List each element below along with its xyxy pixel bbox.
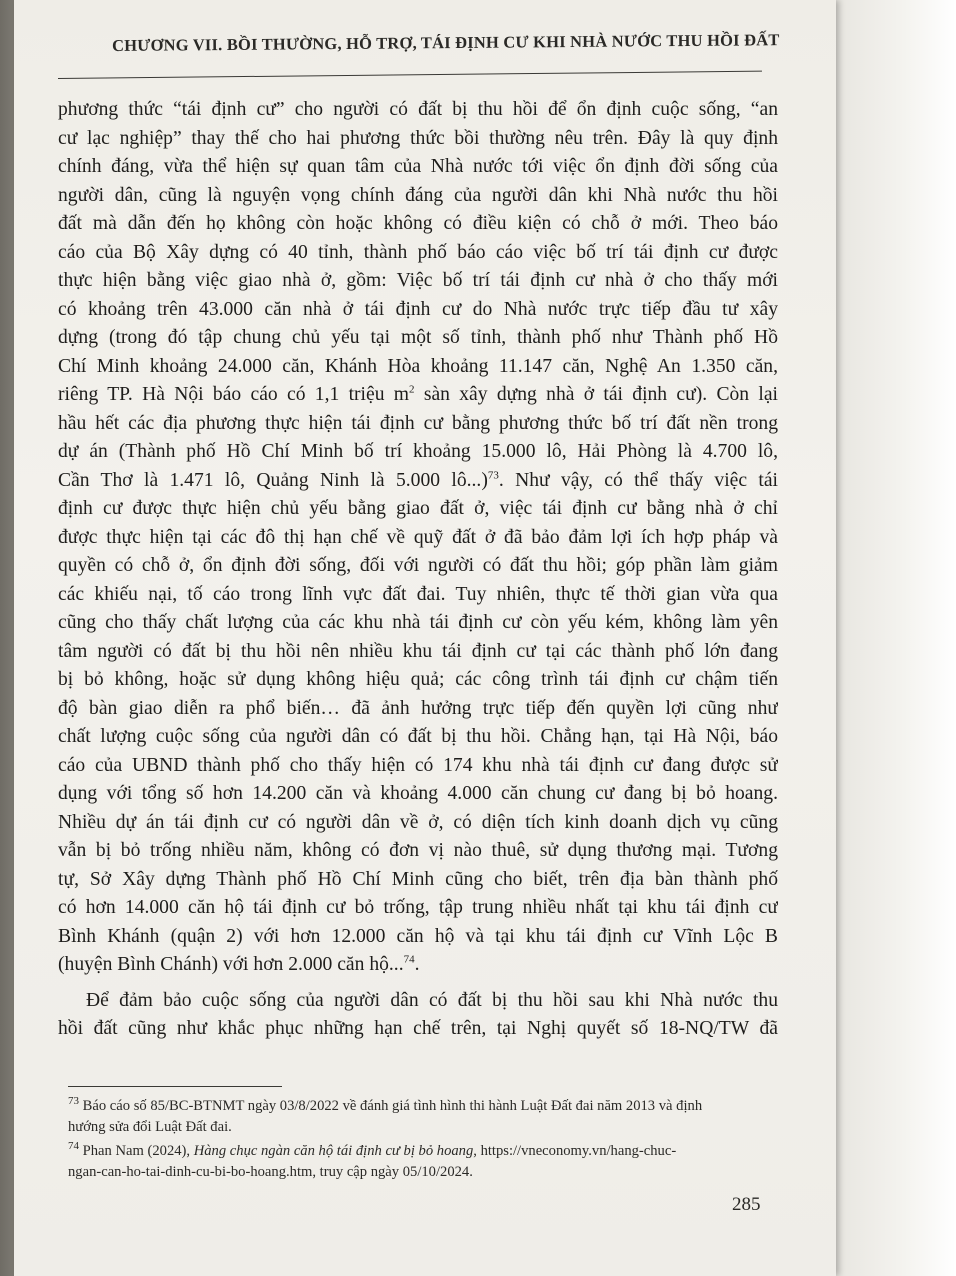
text-line: định cư được thực hiện chủ yếu bằng giao đất ở, việc tái định cư bằng nhà ở chỉ [58, 498, 778, 519]
text-line: Cần Thơ là 1.471 lô, Quảng Ninh là 5.000 lô...)$^{73}$. Như vậy, có thể thấy việc tái [58, 468, 778, 491]
text-line: phương thức “tái định cư” cho người có đất bị thu hồi để ổn định cuộc sống, “an [58, 99, 778, 120]
text-line: tự, Sở Xây dựng Thành phố Hồ Chí Minh cũng cho biết, trên địa bàn thành phố [58, 868, 778, 890]
text-line: chính đáng, vừa thể hiện sự quan tâm của Nhà nước tới việc ổn định đời sống của [58, 156, 778, 177]
chapter-header: CHƯƠNG VII. BỒI THƯỜNG, HỖ TRỢ, TÁI ĐỊNH CƯ KHI NHÀ NƯỚC THU HỒI ĐẤT [112, 30, 780, 55]
text-line: độ bàn giao diễn ra phổ biến… đã ảnh hưởng trực tiếp đến quyền lợi cũng như [58, 697, 778, 719]
text-line: bị bỏ không, hoặc sử dụng không hiệu quả; các công trình tái định cư chậm tiến [58, 669, 778, 690]
text-line: có hơn 14.000 căn hộ tái định cư bỏ trống, tập trung nhiều nhất tại khu tái định cư [58, 897, 778, 918]
text-line: có khoảng trên 43.000 căn nhà ở tái định cư do Nhà nước trực tiếp đầu tư xây [58, 298, 778, 320]
footnote-73: $^{73}$ Báo cáo số 85/BC-BTNMT ngày 03/8/2022 về đánh giá tình hình thi hành Luật Đất đai năm 2013 và định [68, 1096, 703, 1114]
book-page [14, 0, 836, 1276]
text-line: người dân, cũng là nguyện vọng chính đáng của người dân khi Nhà nước thu hồi [58, 184, 778, 206]
text-line: (huyện Bình Chánh) với hơn 2.000 căn hộ...$^{74}$. [58, 953, 420, 975]
text-line: vẫn bị bỏ trống nhiều năm, không có đơn vị nào thuê, sử dụng thương mại. Tương [58, 840, 778, 861]
text-line: quyền có chỗ ở, ổn định đời sống, đối với người có đất thu hồi; góp phần làm giảm [58, 555, 778, 576]
footnote-ref-73: 73 [487, 468, 499, 481]
page-number: 285 [732, 1194, 761, 1215]
footnote-74: $^{74}$ Phan Nam (2024), Hàng chục ngàn căn hộ tái định cư bị bỏ hoang, https://vneconomy.vn/hang-chuc- [68, 1141, 677, 1159]
text-line: hồi đất cũng như khắc phục những hạn chế trên, tại Nghị quyết số 18-NQ/TW đã [58, 1018, 778, 1039]
body-text [58, 96, 778, 1044]
footnote-74-cont: ngan-can-ho-tai-dinh-cu-bi-bo-hoang.htm, truy cập ngày 05/10/2024. [68, 1164, 473, 1180]
text-line: dự án (Thành phố Hồ Chí Minh bố trí khoảng 15.000 lô, Hải Phòng là 4.700 lô, [58, 441, 778, 462]
text-line: Bình Khánh (quận 2) với hơn 12.000 căn hộ và tại khu tái định cư Vĩnh Lộc B [58, 925, 778, 947]
text-line: dụng với tổng số hơn 14.200 căn và khoảng 4.000 căn chung cư đang bị bỏ hoang. [58, 783, 778, 804]
text-line: cáo của UBND thành phố cho thấy hiện có 174 khu nhà tái định cư đang được sử [58, 754, 778, 776]
text-line: được thực hiện tại các đô thị hạn chế về quỹ đất ở đã bảo đảm lợi ích hợp pháp và [58, 526, 778, 548]
text-line: cư lạc nghiệp” thay thế cho hai phương thức bồi thường nêu trên. Đây là quy định [58, 127, 778, 149]
text-line: đất mà dẫn đến họ không còn hoặc không có điều kiện có chỗ ở mới. Theo báo [58, 213, 778, 234]
paragraph-gap [58, 980, 778, 987]
text-line: các khiếu nại, tố cáo trong lĩnh vực đất đai. Tuy nhiên, thực tế thời gian vừa qua [58, 583, 778, 605]
text-line: Chí Minh khoảng 24.000 căn, Khánh Hòa khoảng 11.147 căn, Nghệ An 1.350 căn, [58, 355, 778, 377]
text-line: hầu hết các địa phương thực hiện tái định cư bằng phương thức bố trí đất nền trong [58, 412, 778, 434]
adjacent-page [826, 0, 956, 1276]
footnotes [68, 1096, 780, 1183]
text-line: chất lượng cuộc sống của người dân có đất bị thu hồi. Chẳng hạn, tại Hà Nội, báo [58, 726, 778, 747]
text-line: thực hiện bằng việc giao nhà ở, gồm: Việc bố trí tái định cư nhà ở cho thấy mới [58, 270, 778, 291]
text-line: riêng TP. Hà Nội báo cáo có 1,1 triệu $m^2$ sàn xây dựng nhà ở tái định cư). Còn lại [58, 383, 778, 405]
text-line: tâm người có đất bị thu hồi nên nhiều khu tái định cư tại các thành phố lớn đang [58, 640, 778, 662]
text-line: cáo của Bộ Xây dựng có 40 tỉnh, thành phố báo cáo việc bố trí tái định cư được [58, 241, 778, 263]
footnote-73-cont: hướng sửa đổi Luật Đất đai. [68, 1119, 232, 1135]
header-divider [58, 71, 762, 79]
superscript: 2 [409, 383, 415, 396]
text-line: cũng cho thấy chất lượng của các khu nhà tái định cư còn yếu kém, không làm yên [58, 612, 778, 633]
footnote-ref-74: 74 [403, 953, 415, 966]
text-line: Nhiều dự án tái định cư có người dân về ở, có diện tích kinh doanh dịch vụ cũng [58, 811, 778, 833]
footnote-divider [68, 1086, 282, 1087]
text-line: Để đảm bảo cuộc sống của người dân có đất bị thu hồi sau khi Nhà nước thu [86, 989, 778, 1011]
text-line: dựng (trong đó tập chung chủ yếu tại một số tỉnh, thành phố như Thành phố Hồ [58, 327, 778, 348]
